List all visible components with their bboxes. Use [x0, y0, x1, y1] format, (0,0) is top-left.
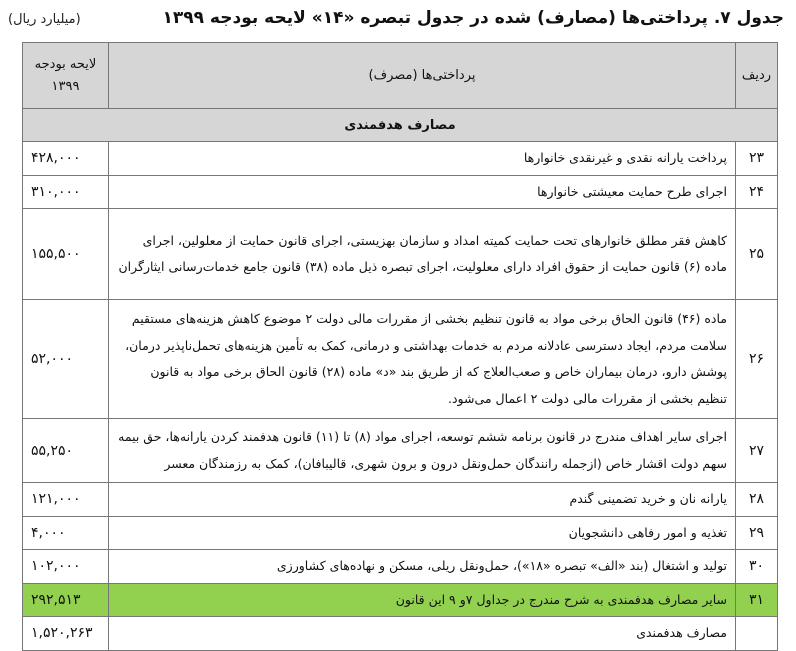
total-num — [736, 617, 778, 651]
row-desc: سایر مصارف هدفمندی به شرح مندرج در جداول ۷و ۹ این قانون — [109, 583, 736, 617]
row-amount: ۲۹۲,۵۱۳ — [23, 583, 109, 617]
table-title: جدول ۷. پرداختی‌ها (مصارف) شده در جدول تبصره «۱۴» لایحه بودجه ۱۳۹۹ — [162, 8, 784, 28]
row-amount: ۱۲۱,۰۰۰ — [23, 483, 109, 517]
row-amount: ۴,۰۰۰ — [23, 516, 109, 550]
row-desc: تغذیه و امور رفاهی دانشجویان — [109, 516, 736, 550]
table-row — [23, 175, 778, 209]
table-row — [23, 300, 778, 419]
total-amount: ۱,۵۲۰,۲۶۳ — [23, 617, 109, 651]
row-amount: ۱۵۵,۵۰۰ — [23, 209, 109, 300]
row-num: ۳۱ — [736, 583, 778, 617]
row-amount: ۵۵,۲۵۰ — [23, 419, 109, 483]
row-num: ۲۷ — [736, 419, 778, 483]
row-amount: ۵۲,۰۰۰ — [23, 300, 109, 419]
total-label: مصارف هدفمندی — [109, 617, 736, 651]
row-num: ۳۰ — [736, 550, 778, 584]
table-row — [23, 209, 778, 300]
row-num: ۲۶ — [736, 300, 778, 419]
unit-label: (میلیارد ریال) — [8, 12, 81, 27]
section-label: مصارف هدفمندی — [23, 109, 778, 142]
section-row — [23, 109, 778, 142]
table-row — [23, 516, 778, 550]
row-amount: ۳۱۰,۰۰۰ — [23, 175, 109, 209]
row-num: ۲۵ — [736, 209, 778, 300]
row-desc: اجرای طرح حمایت معیشتی خانوارها — [109, 175, 736, 209]
table-row — [23, 483, 778, 517]
row-amount: ۱۰۲,۰۰۰ — [23, 550, 109, 584]
row-num: ۲۴ — [736, 175, 778, 209]
table-row — [23, 550, 778, 584]
row-desc: یارانه نان و خرید تضمینی گندم — [109, 483, 736, 517]
total-row — [23, 617, 778, 651]
row-num: ۲۳ — [736, 142, 778, 176]
payments-table — [22, 42, 778, 651]
row-desc: کاهش فقر مطلق خانوارهای تحت حمایت کمیته امداد و سازمان بهزیستی، اجرای قانون حمایت از معلولین، اجرای ماده (۶) قانون حمایت از حقوق افراد دارای معلولیت، اجرای تبصره ذیل ماده (۳۸) قانون جامع خدمات‌رسانی ایثارگران — [109, 209, 736, 300]
header-row — [23, 43, 778, 109]
row-desc: تولید و اشتغال (بند «الف» تبصره «۱۸»)، حمل‌ونقل ریلی، مسکن و نهاده‌های کشاورزی — [109, 550, 736, 584]
table-row — [23, 419, 778, 483]
row-amount: ۴۲۸,۰۰۰ — [23, 142, 109, 176]
header-num: ردیف — [736, 43, 778, 109]
row-num: ۲۸ — [736, 483, 778, 517]
header-desc: پرداختی‌ها (مصرف) — [109, 43, 736, 109]
row-desc: ماده (۴۶) قانون الحاق برخی مواد به قانون تنظیم بخشی از مقررات مالی دولت ۲ موضوع کاهش هزینه‌های مستقیم سلامت مردم، ایجاد دسترسی عادلانه مردم به خدمات بهداشتی و درمانی، کمک به تأمین هزینه‌های تحمل‌ناپذیر درمان، پوشش دارو، درمان بیماران خاص و صعب‌العلاج که از طریق بند «د» ماده (۲۸) قانون الحاق برخی مواد به قانون تنظیم بخشی از مقررات مالی دولت ۲ اعمال می‌شود. — [109, 300, 736, 419]
row-desc: پرداخت یارانه نقدی و غیرنقدی خانوارها — [109, 142, 736, 176]
table-row-highlighted — [23, 583, 778, 617]
header-amount: لایحه بودجه ۱۳۹۹ — [23, 43, 109, 109]
row-desc: اجرای سایر اهداف مندرج در قانون برنامه ششم توسعه، اجرای مواد (۸) تا (۱۱) قانون هدفمند کردن یارانه‌ها، حق بیمه سهم دولت اقشار خاص (ازجمله رانندگان حمل‌ونقل درون و برون شهری، قالیبافان)، کمک به رزمندگان معسر — [109, 419, 736, 483]
row-num: ۲۹ — [736, 516, 778, 550]
table-row — [23, 142, 778, 176]
